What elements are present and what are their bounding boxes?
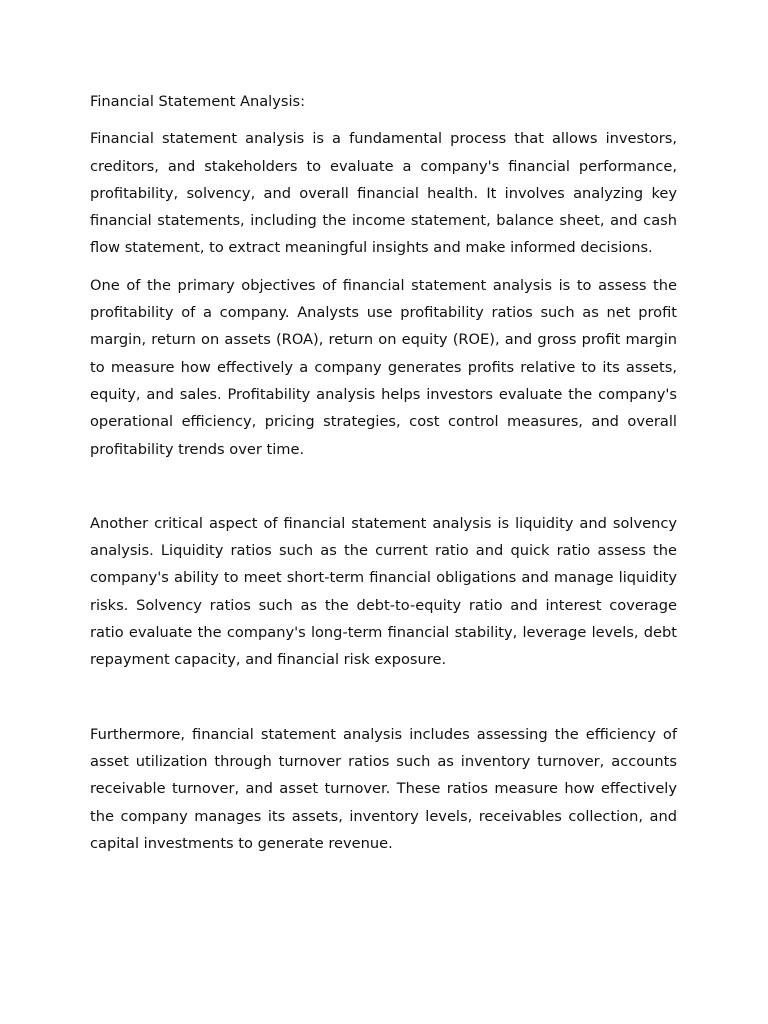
paragraph-introduction: Financial statement analysis is a fundamental process that allows investors, creditors, and stakeholders to evaluate a company's financial performance, profitability, solvency, and overall financial health. It involves analyzing key financial statements, including the income statement, balance sheet, and cash flow statement, to extract meaningful insights and make informed decisions. [90,130,677,257]
paragraph-profitability: One of the primary objectives of financial statement analysis is to assess the profitability of a company. Analysts use profitability ratios such as net profit margin, return on assets (ROA), return on equity (ROE), and gross profit margin to measure how effectively a company generates profits relative to its assets, equity, and sales. Profitability analysis helps investors evaluate the company's operational efficiency, pricing strategies, cost control measures, and overall profitability trends over time. [90,276,677,458]
paragraph-efficiency: Furthermore, financial statement analysis includes assessing the efficiency of asset utilization through turnover ratios such as inventory turnover, accounts receivable turnover, and asset turnover. These ratios measure how effectively the company manages its assets, inventory levels, receivables collection, and capital investments to generate revenue. [90,725,677,852]
paragraph-liquidity-solvency: Another critical aspect of financial statement analysis is liquidity and solvency analysis. Liquidity ratios such as the current ratio and quick ratio assess the company's ability to meet short-term financial obligations and manage liquidity risks. Solvency ratios such as the debt-to-equity ratio and interest coverage ratio evaluate the company's long-term financial stability, leverage levels, debt repayment capacity, and financial risk exposure. [90,514,677,669]
document-body [90,88,677,867]
document-title: Financial Statement Analysis: [90,93,306,110]
